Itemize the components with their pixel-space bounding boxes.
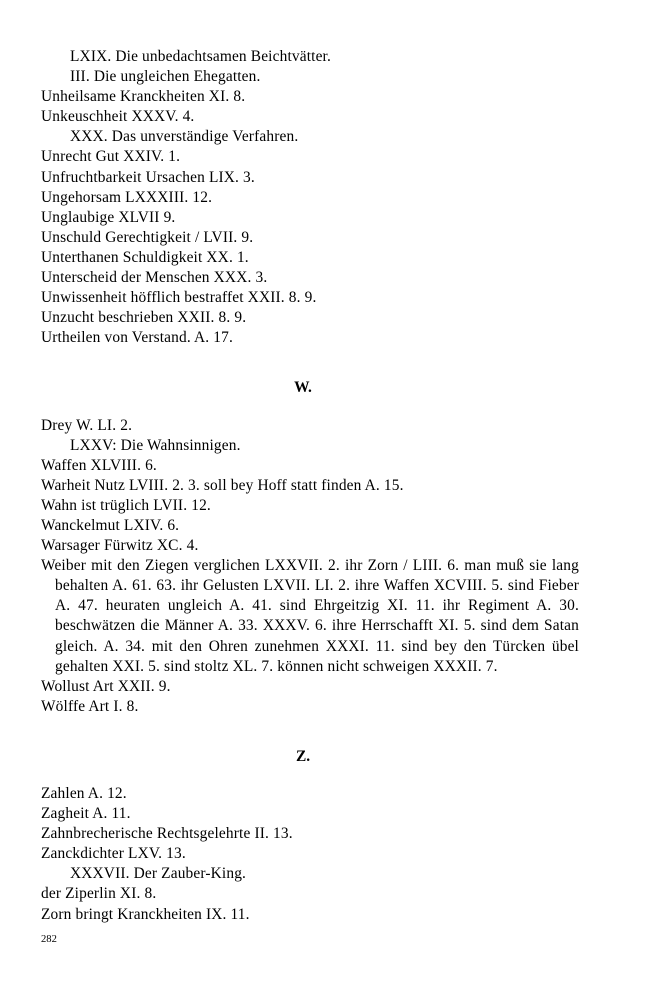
index-entry: Zahnbrecherische Rechtsgelehrte II. 13.: [41, 825, 293, 843]
index-subentry: LXIX. Die unbedachtsamen Beichtvätter.: [70, 48, 331, 65]
index-entry: Unrecht Gut XXIV. 1.: [41, 148, 181, 166]
index-entry: Warheit Nutz LVIII. 2. 3. soll bey Hoff statt finden A. 15.: [41, 476, 404, 494]
index-entry: Unheilsame Kranckheiten XI. 8.: [41, 88, 246, 106]
index-entry: Unschuld Gerechtigkeit / LVII. 9.: [41, 228, 254, 246]
section-spacer: [41, 767, 579, 784]
section-spacer: [41, 399, 579, 416]
section-spacer: [41, 348, 579, 378]
section-heading: W.: [294, 379, 312, 397]
index-body: [41, 47, 584, 925]
index-entry: Wollust Art XXII. 9.: [41, 677, 171, 695]
index-subentry: XXX. Das unverständige Verfahren.: [70, 128, 299, 146]
index-entry: Ungehorsam LXXXIII. 12.: [41, 188, 213, 206]
index-subentry: LXXV: Die Wahnsinnigen.: [70, 436, 241, 454]
index-entry: Unwissenheit höfflich bestraffet XXII. 8. 9.: [41, 289, 317, 307]
index-entry: Unzucht beschrieben XXII. 8. 9.: [41, 309, 247, 327]
index-entry: Unkeuschheit XXXV. 4.: [41, 108, 195, 126]
index-entry: Unterscheid der Menschen XXX. 3.: [41, 269, 268, 287]
section-spacer: [41, 717, 579, 747]
index-subentry: III. Die ungleichen Ehegatten.: [70, 68, 261, 86]
index-subentry: XXXVII. Der Zauber-King.: [70, 865, 247, 883]
index-entry: Warsager Fürwitz XC. 4.: [41, 537, 199, 555]
index-entry: Wölffe Art I. 8.: [41, 697, 139, 715]
index-entry: Waffen XLVIII. 6.: [41, 456, 157, 474]
index-entry: Zahlen A. 12.: [41, 785, 127, 802]
index-entry: Urtheilen von Verstand. A. 17.: [41, 329, 233, 347]
index-entry: Zanckdichter LXV. 13.: [41, 845, 186, 863]
index-entry: Zorn bringt Kranckheiten IX. 11.: [41, 905, 250, 923]
index-entry: Unglaubige XLVII 9.: [41, 208, 176, 226]
index-entry: Wanckelmut LXIV. 6.: [41, 516, 180, 534]
page-number: 282: [41, 934, 57, 945]
index-entry: Weiber mit den Ziegen verglichen LXXVII. 2. ihr Zorn / LIII. 6. man muß sie lang behalten A. 61. 63. ihr Gelusten LXVII. LI. 2. ihre Waffen XCVIII. 5. sind Fieber A. 47. heuraten ungleich A. 41. sind Ehrgeitzig XI. 11. ihr Regiment A. 30. beschwätzen die Männer A. 33. XXXV. 6. ihre Herrschafft XI. 5. sind dem Satan gleich. A. 34. mit den Ohren zunehmen XXXI. 11. sind bey den Türcken übel gehalten XXI. 5. sind stoltz XL. 7. können nicht schweigen XXXII. 7.: [41, 557, 584, 675]
index-entry: der Ziperlin XI. 8.: [41, 885, 157, 903]
index-entry: Wahn ist trüglich LVII. 12.: [41, 496, 211, 514]
index-entry: Zagheit A. 11.: [41, 805, 131, 823]
index-entry: Drey W. LI. 2.: [41, 416, 133, 434]
index-entry: Unterthanen Schuldigkeit XX. 1.: [41, 248, 249, 266]
index-entry: Unfruchtbarkeit Ursachen LIX. 3.: [41, 168, 255, 186]
section-heading: Z.: [295, 747, 311, 765]
